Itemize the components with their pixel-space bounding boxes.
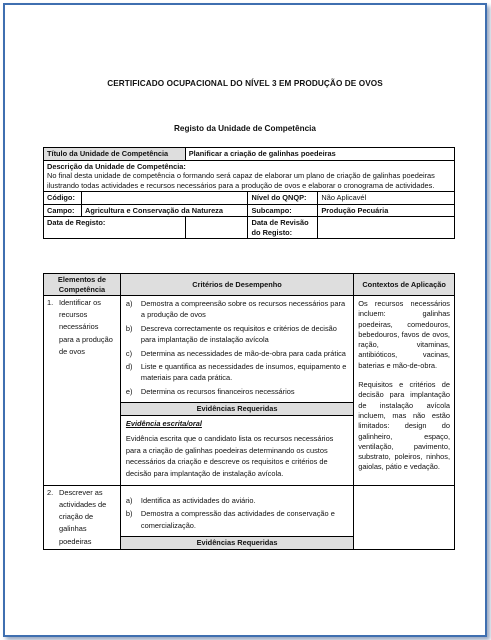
evidence-title: Evidência escrita/oral [125, 418, 202, 428]
element-number: 2. [47, 487, 54, 497]
field-label: Campo: [44, 204, 82, 217]
field-value: Agricultura e Conservação da Natureza [81, 204, 248, 217]
criterion-item: a) Demostra a compreensão sobre os recursos necessários para a produção de ovos [125, 299, 346, 320]
elements-header: Elementos de Competência [44, 274, 121, 296]
criteria-header: Critérios de Desempenho [120, 274, 353, 296]
evidence-cell-1 [120, 415, 353, 485]
unit-title-value: Planificar a criação de galinhas poedeiras [185, 148, 454, 161]
criterion-item: a) Identifica as actividades do aviário. [125, 495, 256, 505]
unit-info-table [43, 147, 455, 239]
subfield-label: Subcampo: [248, 204, 318, 217]
criteria-cell-1 [120, 296, 353, 403]
evidence-header-1: Evidências Requeridas [120, 402, 353, 415]
unit-description-cell [44, 160, 455, 192]
qnqp-value: Não Aplicavél [318, 192, 455, 205]
element-cell-2 [44, 485, 121, 549]
revision-date-value [318, 217, 455, 239]
qnqp-label: Nível do QNQP: [248, 192, 318, 205]
document-title: CERTIFICADO OCUPACIONAL DO NÍVEL 3 EM PRODUÇÃO DE OVOS [107, 79, 383, 88]
registration-date-value [185, 217, 248, 239]
contexts-header: Contextos de Aplicação [354, 274, 455, 296]
competency-table [43, 273, 455, 550]
element-cell-1 [44, 296, 121, 486]
code-value [81, 192, 248, 205]
registration-date-label: Data de Registo: [44, 217, 186, 239]
element-text: Identificar os recursos necessários para a produção de ovos [59, 298, 113, 356]
unit-description-text: No final desta unidade de competência o formando será capaz de elaborar um plano de criação de galinhas poedeiras ilustrando todas actividades e recursos necessários para a produção de ovos e elaborar o cronograma de actividades. [47, 171, 435, 190]
criterion-item: b) Descreva correctamente os requisitos e critérios de decisão para implantação de instalação avícola [125, 323, 337, 345]
evidence-text: Evidência escrita que o candidato lista os recursos necessários para a criação de galinhas poedeiras determinando os custos necessários da criação e descreve os requisitos e critérios de decisão para implantação de instalação avícola. [125, 434, 334, 479]
contexts-cell-1 [354, 296, 455, 486]
context-paragraph: Os recursos necessários incluem: galinhas poedeiras, comedouros, bebedouros, favos de ovos, ração, vitaminas, antibióticos, vacinas, baterias e mão-de-obra. [358, 299, 450, 370]
criteria-cell-2 [120, 485, 353, 536]
element-number: 1. [47, 298, 54, 307]
criterion-item: b) Demostra a compressão das actividades de conservação e comercialização. [125, 509, 335, 530]
page-frame [3, 3, 487, 637]
subfield-value: Produção Pecuária [318, 204, 455, 217]
revision-date-label: Data de Revisão do Registo: [248, 217, 318, 239]
unit-description-label: Descrição da Unidade de Competência: [47, 161, 186, 171]
criterion-item: d) Liste e quantifica as necessidades de insumos, equipamento e materiais para cada prática. [125, 362, 347, 383]
evidence-header-2: Evidências Requeridas [120, 536, 353, 549]
element-text: Descrever as actividades de criação de galinhas poedeiras [59, 487, 107, 546]
contexts-cell-2 [354, 485, 455, 549]
criterion-item: e) Determina os recursos financeiros necessários [125, 386, 295, 396]
criterion-item: c) Determina as necessidades de mão-de-obra para cada prática [125, 348, 346, 358]
unit-title-label: Título da Unidade de Competência [44, 148, 186, 161]
context-paragraph: Requisitos e critérios de decisão para implantação de instalação avícola incluem, mas não estão limitados: design do galinheiro, espaço, ventilação, pavimento, substrato, poleiros, ninhos, gaiolas, pátio e vedação. [358, 380, 450, 472]
register-title: Registo da Unidade de Competência [174, 124, 316, 133]
code-label: Código: [44, 192, 82, 205]
